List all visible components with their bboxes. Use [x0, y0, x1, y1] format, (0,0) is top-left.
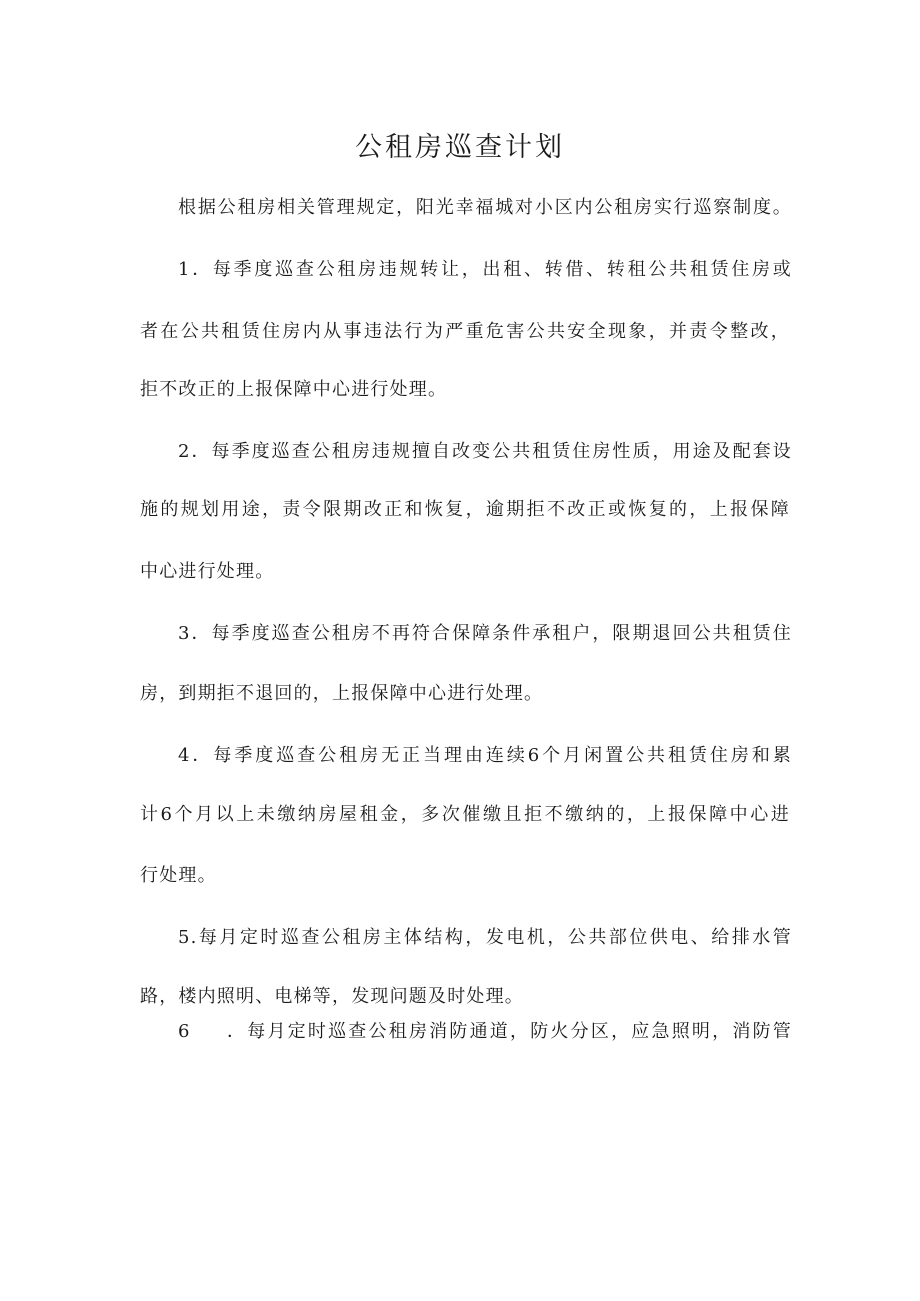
- item-1-line-2: 者在公共租赁住房内从事违法行为严重危害公共安全现象，并责令整改，: [140, 321, 790, 342]
- item-2-line-3: 中心进行处理。: [140, 561, 275, 582]
- item-3-line-1: 3．每季度巡查公租房不再符合保障条件承租户，限期退回公共租赁住: [178, 623, 792, 644]
- item-6-text: ．每月定时巡查公租房消防通道，防火分区，应急照明，消防管: [226, 1021, 792, 1042]
- item-6-line-1: [178, 1018, 792, 1046]
- item-4-line-3: 行处理。: [140, 865, 217, 886]
- item-2-line-1: 2．每季度巡查公租房违规擅自改变公共租赁住房性质，用途及配套设: [178, 441, 792, 462]
- item-4-line-2: 计6个月以上未缴纳房屋租金，多次催缴且拒不缴纳的，上报保障中心进: [140, 804, 790, 825]
- intro-paragraph: 根据公租房相关管理规定，阳光幸福城对小区内公租房实行巡察制度。: [178, 197, 792, 218]
- item-3-line-2: 房，到期拒不退回的，上报保障中心进行处理。: [140, 683, 544, 704]
- item-4-line-1: 4．每季度巡查公租房无正当理由连续6个月闲置公共租赁住房和累: [178, 745, 792, 766]
- item-5-line-1: 5.每月定时巡查公租房主体结构，发电机，公共部位供电、给排水管: [178, 927, 792, 948]
- item-1-line-1: 1．每季度巡查公租房违规转让，出租、转借、转租公共租赁住房或: [178, 259, 792, 280]
- item-1-line-3: 拒不改正的上报保障中心进行处理。: [140, 379, 448, 400]
- item-6-number: 6: [178, 1021, 191, 1042]
- item-2-line-2: 施的规划用途，责令限期改正和恢复，逾期拒不改正或恢复的，上报保障: [140, 499, 790, 520]
- page-title: 公租房巡查计划: [355, 132, 565, 163]
- item-5-line-2: 路，楼内照明、电梯等，发现问题及时处理。: [140, 986, 524, 1007]
